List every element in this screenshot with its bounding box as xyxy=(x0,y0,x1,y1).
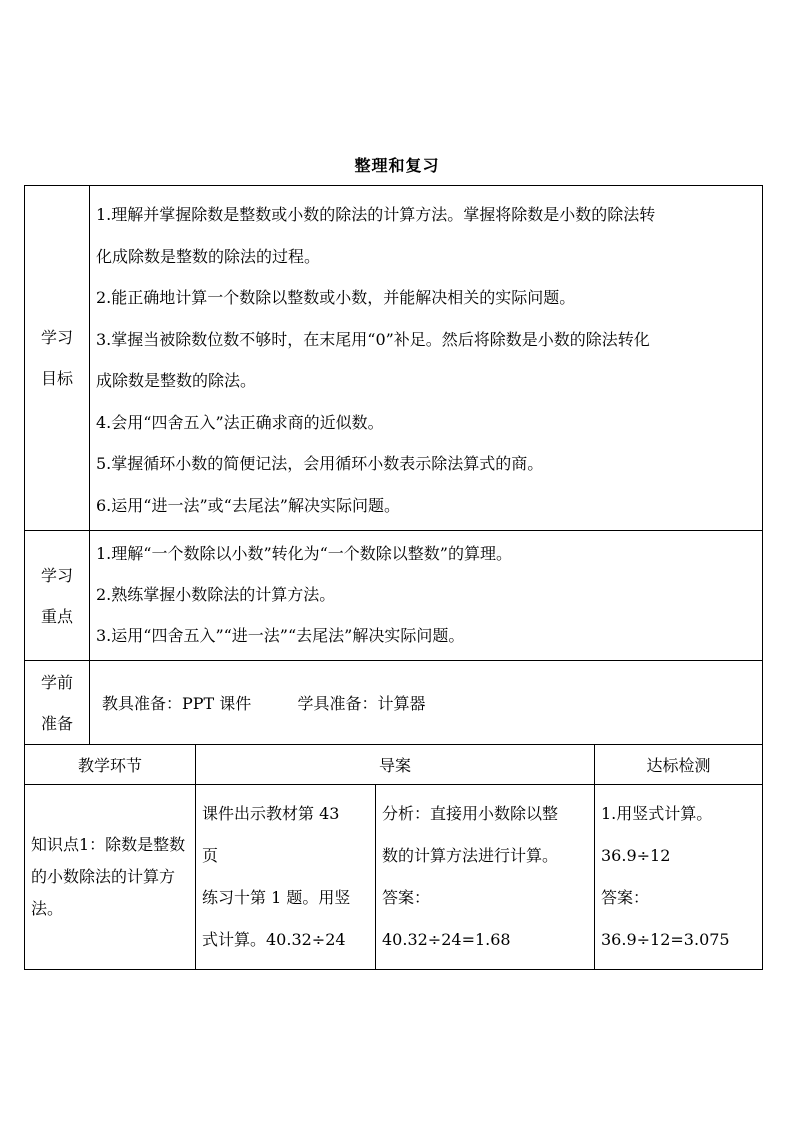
objective-line: 化成除数是整数的除法的过程。 xyxy=(96,246,321,266)
knowledge-point-cell: 知识点1：除数是整数的小数除法的计算方法。 xyxy=(25,785,196,970)
check-line: 36.9÷12=3.075 xyxy=(601,930,730,949)
preparation-content xyxy=(90,661,763,745)
objective-line: 5.掌握循环小数的简便记法，会用循环小数表示除法算式的商。 xyxy=(96,454,544,473)
check-cell xyxy=(595,785,763,970)
objectives-label: 学习 目标 xyxy=(25,186,90,531)
header-guide: 导案 xyxy=(196,745,595,785)
key-point-line: 3.运用“四舍五入”“进一法”“去尾法”解决实际问题。 xyxy=(96,626,465,645)
key-point-line: 2.熟练掌握小数除法的计算方法。 xyxy=(96,585,336,604)
check-line: 1.用竖式计算。 xyxy=(601,804,713,823)
check-line: 答案： xyxy=(601,888,650,907)
objective-line: 3.掌握当被除数位数不够时，在末尾用“0”补足。然后将除数是小数的除法转化 xyxy=(96,329,650,349)
header-stage: 教学环节 xyxy=(25,745,196,785)
lesson-plan-table xyxy=(24,185,763,970)
guide-right-line: 分析：直接用小数除以整 xyxy=(382,804,559,823)
objective-line: 6.运用“进一法”或“去尾法”解决实际问题。 xyxy=(96,495,400,515)
guide-right-line: 40.32÷24=1.68 xyxy=(382,930,511,949)
key-points-row xyxy=(25,531,763,661)
guide-left-line: 式计算。40.32÷24 xyxy=(202,930,346,949)
preparation-label: 学前 准备 xyxy=(25,661,90,745)
guide-right-cell xyxy=(376,785,595,970)
header-check: 达标检测 xyxy=(595,745,763,785)
preparation-row xyxy=(25,661,763,745)
guide-left-line: 练习十第 1 题。用竖 xyxy=(202,888,351,907)
guide-left-line: 课件出示教材第 43 xyxy=(202,804,340,823)
objective-line: 4.会用“四舍五入”法正确求商的近似数。 xyxy=(96,412,384,432)
student-prep: 学具准备：计算器 xyxy=(297,694,426,713)
objective-line: 1.理解并掌握除数是整数或小数的除法的计算方法。掌握将除数是小数的除法转 xyxy=(96,205,656,224)
page-title: 整理和复习 xyxy=(354,156,440,175)
guide-left-line: 页 xyxy=(202,846,219,865)
objective-line: 2.能正确地计算一个数除以整数或小数，并能解决相关的实际问题。 xyxy=(96,288,576,307)
key-points-content xyxy=(90,531,763,661)
objectives-content xyxy=(90,186,763,531)
guide-left-cell xyxy=(196,785,376,970)
header-row xyxy=(25,745,763,785)
objectives-row xyxy=(25,186,763,531)
knowledge-row xyxy=(25,785,763,970)
key-points-label: 学习 重点 xyxy=(25,531,90,661)
guide-right-line: 数的计算方法进行计算。 xyxy=(382,846,559,865)
teacher-prep: 教具准备：PPT 课件 xyxy=(102,694,252,713)
guide-right-line: 答案： xyxy=(382,888,431,907)
objective-line: 成除数是整数的除法。 xyxy=(96,371,257,390)
key-point-line: 1.理解“一个数除以小数”转化为“一个数除以整数”的算理。 xyxy=(96,544,512,563)
check-line: 36.9÷12 xyxy=(601,846,671,865)
